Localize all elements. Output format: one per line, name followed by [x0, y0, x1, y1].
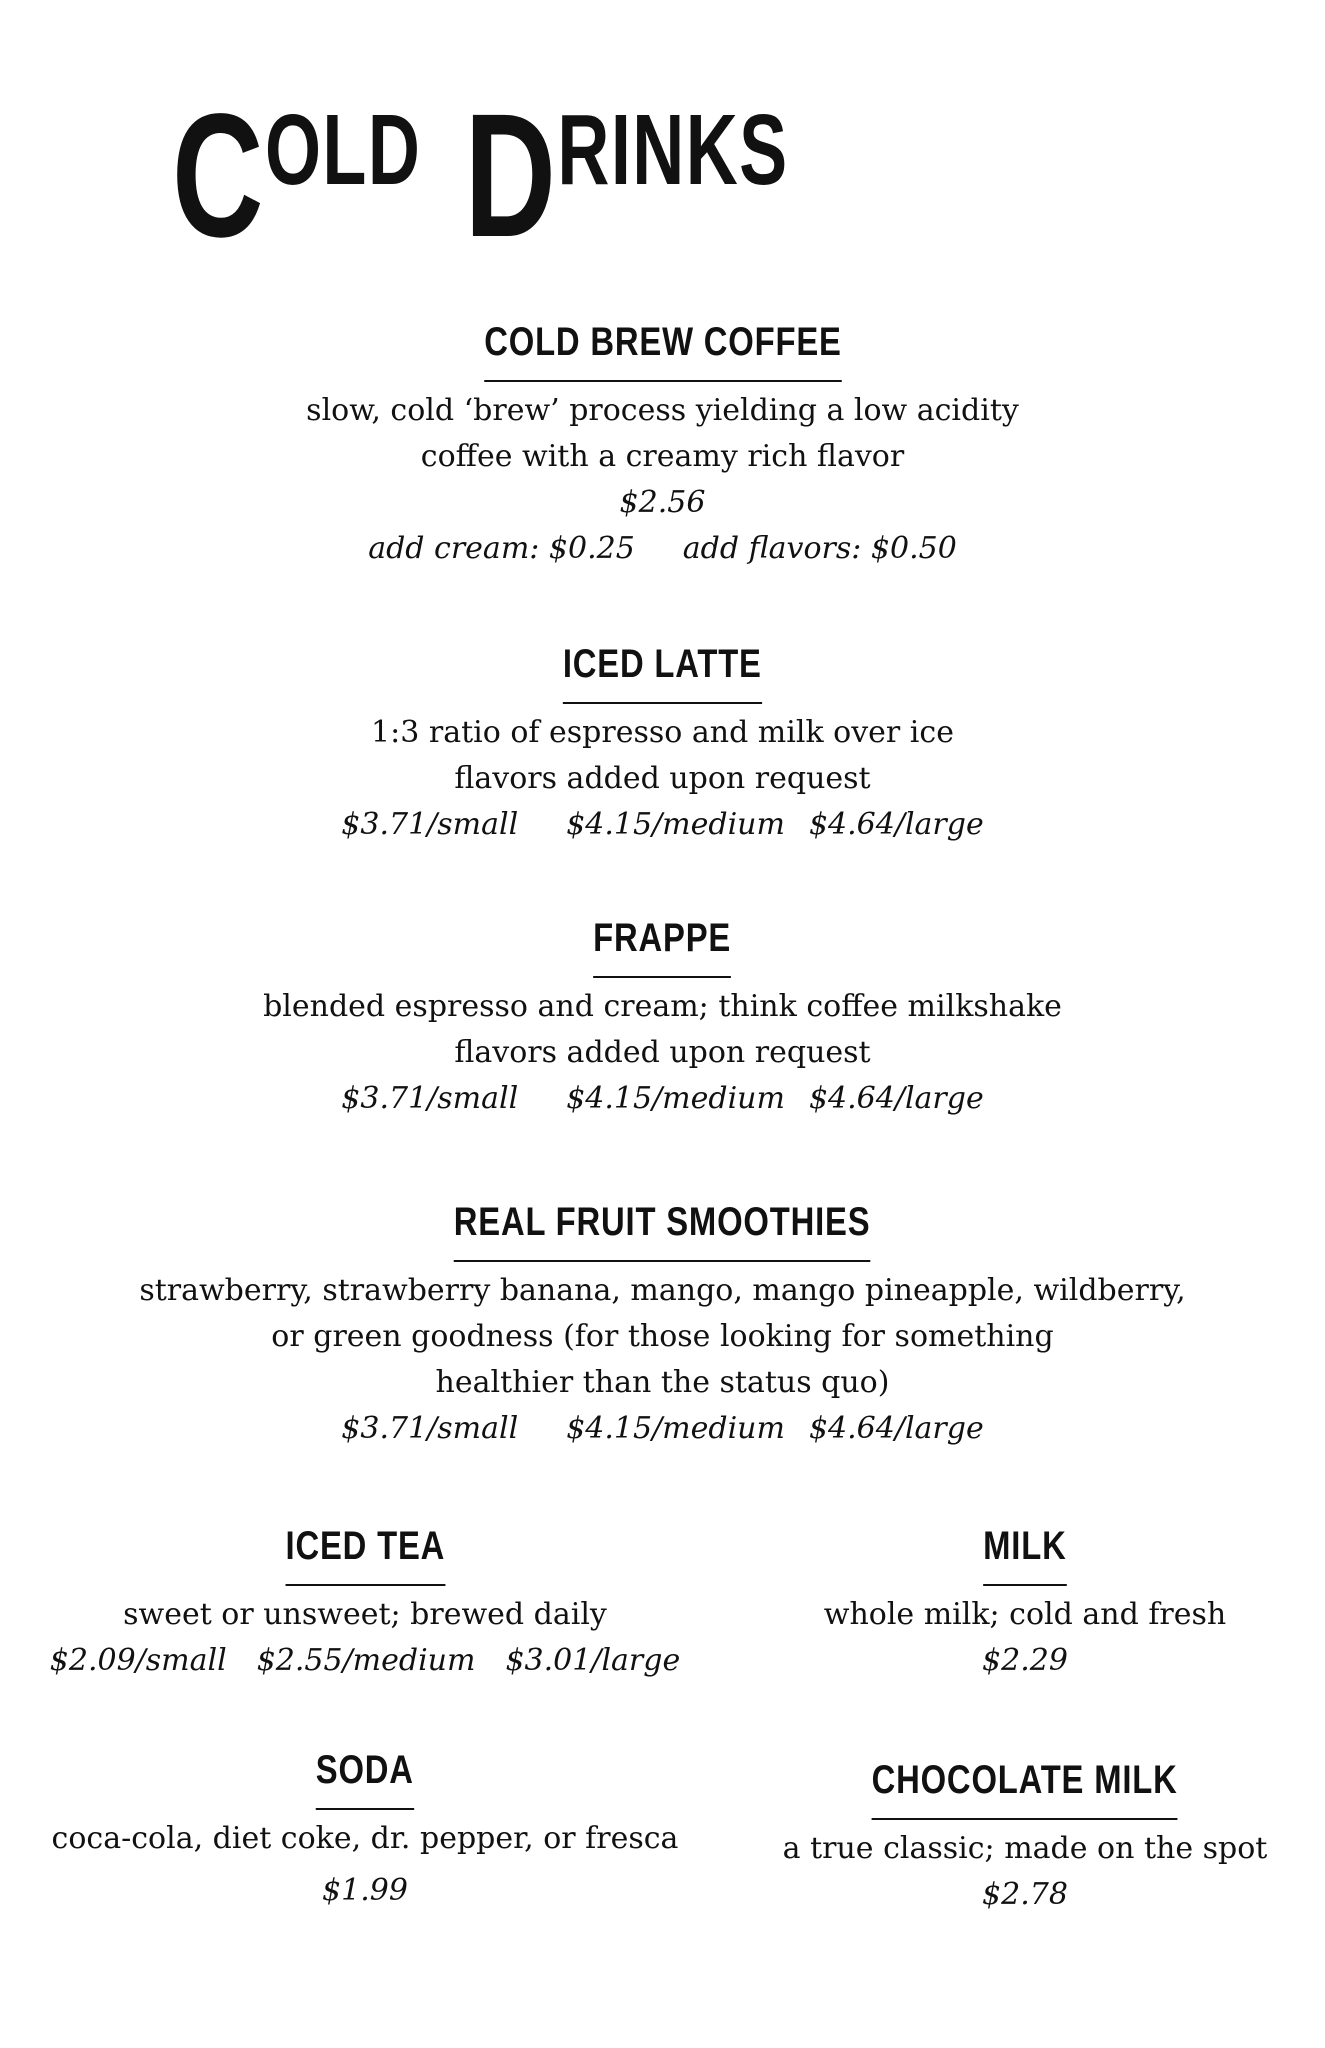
- item-addons: [0, 526, 1325, 572]
- price-large: $4.64/large: [808, 1081, 984, 1116]
- item-price: $2.78: [982, 1877, 1068, 1912]
- price-small: $3.71/small: [341, 807, 519, 842]
- menu-item-frappe: [0, 914, 1325, 1122]
- price-medium: $4.15/medium: [566, 807, 785, 842]
- item-description: sweet or unsweet; brewed daily: [123, 1597, 607, 1632]
- menu-item-iced-latte: [0, 640, 1325, 848]
- price-medium: $4.15/medium: [566, 1411, 785, 1446]
- item-heading: REAL FRUIT SMOOTHIES: [454, 1198, 871, 1262]
- menu-item-chocolate-milk: [760, 1756, 1290, 1918]
- item-description: coffee with a creamy rich flavor: [420, 439, 905, 474]
- item-heading: COLD BREW COFFEE: [484, 318, 842, 382]
- item-heading: CHOCOLATE MILK: [872, 1756, 1178, 1820]
- price-small: $2.09/small: [49, 1643, 227, 1678]
- item-prices: [30, 1638, 700, 1684]
- menu-item-soda: [30, 1746, 700, 1914]
- price-small: $3.71/small: [341, 1081, 519, 1116]
- price-large: $4.64/large: [808, 807, 984, 842]
- item-description: coca-cola, diet coke, dr. pepper, or fresca: [51, 1821, 679, 1856]
- item-heading: MILK: [983, 1522, 1066, 1586]
- item-heading: FRAPPE: [594, 914, 732, 978]
- page-title: [172, 78, 789, 274]
- item-price: $2.56: [619, 485, 706, 520]
- menu-item-milk: [760, 1522, 1290, 1684]
- item-price: $1.99: [322, 1873, 408, 1908]
- price-large: $3.01/large: [505, 1643, 681, 1678]
- item-heading: ICED LATTE: [563, 640, 762, 704]
- price-large: $4.64/large: [808, 1411, 984, 1446]
- item-description: slow, cold ‘brew’ process yielding a low acidity: [306, 393, 1019, 428]
- item-description: a true classic; made on the spot: [782, 1831, 1268, 1866]
- price-medium: $4.15/medium: [566, 1081, 785, 1116]
- menu-item-iced-tea: [30, 1522, 700, 1684]
- title-word-drinks: DRINKS: [464, 78, 789, 274]
- item-price: $2.29: [982, 1643, 1068, 1678]
- item-heading: ICED TEA: [285, 1522, 445, 1586]
- item-description: whole milk; cold and fresh: [823, 1597, 1227, 1632]
- item-prices: [0, 1406, 1325, 1452]
- title-word-cold: COLD: [172, 78, 422, 274]
- item-description: blended espresso and cream; think coffee milkshake: [263, 989, 1062, 1024]
- item-description: or green goodness (for those looking for something: [271, 1319, 1054, 1354]
- item-heading: SODA: [316, 1746, 414, 1810]
- price-medium: $2.55/medium: [256, 1643, 476, 1678]
- item-description: healthier than the status quo): [435, 1365, 890, 1400]
- add-flavors-price: add flavors: $0.50: [682, 531, 957, 566]
- item-description: flavors added upon request: [454, 761, 871, 796]
- item-description: 1:3 ratio of espresso and milk over ice: [371, 715, 954, 750]
- menu-item-smoothies: [0, 1198, 1325, 1452]
- item-description: strawberry, strawberry banana, mango, mango pineapple, wildberry,: [139, 1273, 1186, 1308]
- price-small: $3.71/small: [341, 1411, 519, 1446]
- add-cream-price: add cream: $0.25: [368, 531, 635, 566]
- menu-item-cold-brew: [0, 318, 1325, 572]
- item-prices: [0, 1076, 1325, 1122]
- item-description: flavors added upon request: [454, 1035, 871, 1070]
- item-prices: [0, 802, 1325, 848]
